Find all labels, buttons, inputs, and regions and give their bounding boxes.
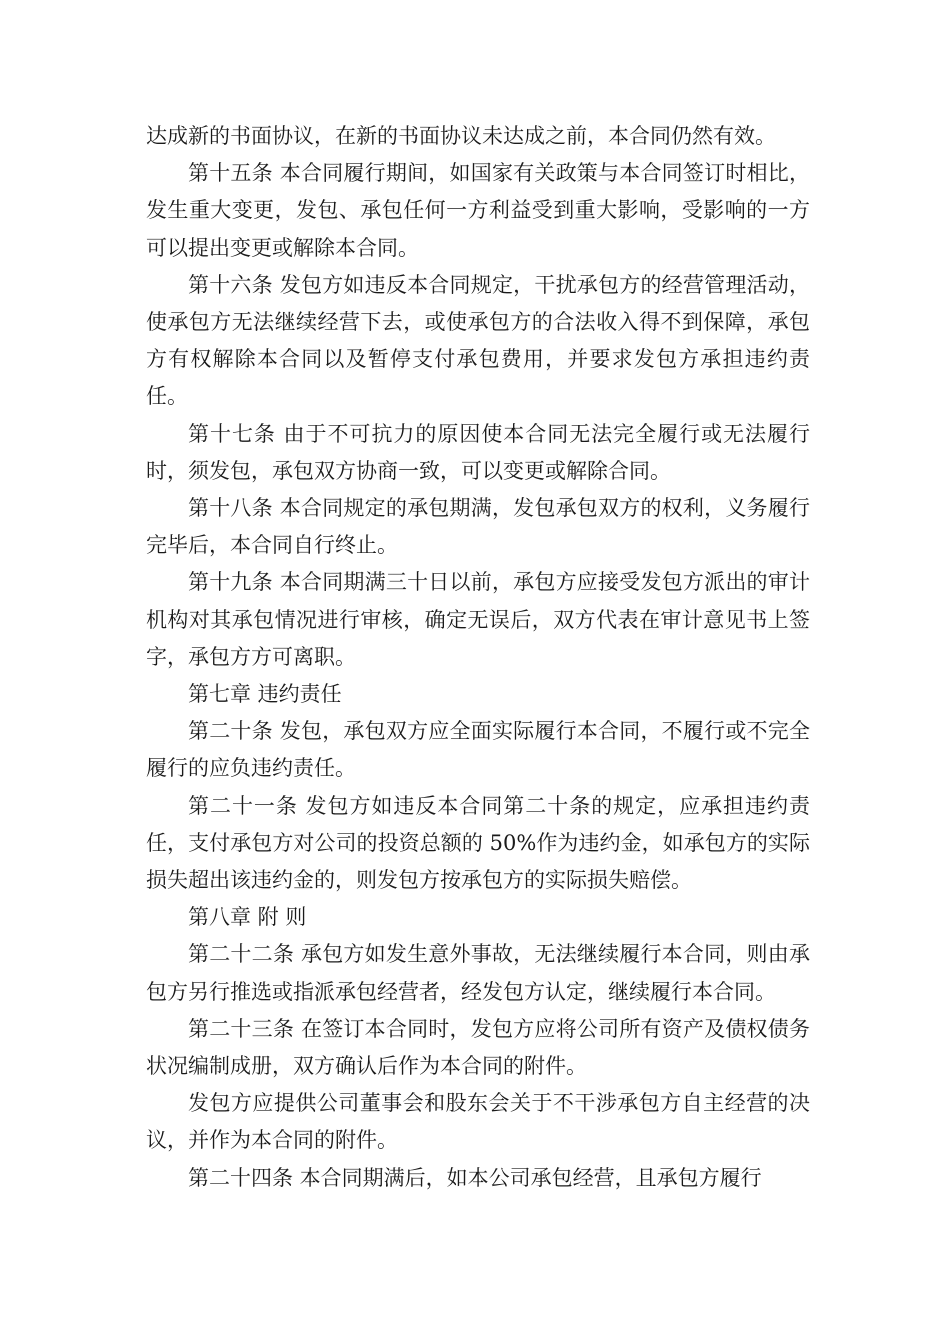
paragraph-article-22: 第二十二条 承包方如发生意外事故，无法继续履行本合同，则由承包方另行推选或指派承包经营者，经发包方认定，继续履行本合同。 <box>146 942 810 1004</box>
paragraph-article-18: 第十八条 本合同规定的承包期满，发包承包双方的权利，义务履行完毕后，本合同自行终止。 <box>146 496 810 558</box>
document-page <box>146 118 810 1197</box>
paragraph-article-16: 第十六条 发包方如违反本合同规定，干扰承包方的经营管理活动，使承包方无法继续经营下去，或使承包方的合法收入得不到保障，承包方有权解除本合同以及暂停支付承包费用，并要求发包方承担违约责任。 <box>146 272 810 409</box>
paragraph-article-15: 第十五条 本合同履行期间，如国家有关政策与本合同签订时相比，发生重大变更，发包、承包任何一方利益受到重大影响，受影响的一方可以提出变更或解除本合同。 <box>146 161 810 260</box>
chapter-heading-8: 第八章 附 则 <box>188 905 307 930</box>
paragraph-article-24: 第二十四条 本合同期满后，如本公司承包经营，且承包方履行 <box>188 1165 762 1190</box>
paragraph-article-20: 第二十条 发包，承包双方应全面实际履行本合同，不履行或不完全履行的应负违约责任。 <box>146 719 810 781</box>
paragraph-article-17: 第十七条 由于不可抗力的原因使本合同无法完全履行或无法履行时，须发包，承包双方协商一致，可以变更或解除合同。 <box>146 421 810 483</box>
chapter-heading-7: 第七章 违约责任 <box>188 682 342 707</box>
paragraph-continuation: 达成新的书面协议，在新的书面协议未达成之前，本合同仍然有效。 <box>146 124 776 148</box>
paragraph-article-23-supplement: 发包方应提供公司董事会和股东会关于不干涉承包方自主经营的决议，并作为本合同的附件。 <box>146 1091 810 1153</box>
paragraph-article-23: 第二十三条 在签订本合同时，发包方应将公司所有资产及债权债务状况编制成册，双方确认后作为本合同的附件。 <box>146 1016 810 1079</box>
paragraph-article-19: 第十九条 本合同期满三十日以前，承包方应接受发包方派出的审计机构对其承包情况进行审核，确定无误后，双方代表在审计意见书上签字，承包方方可离职。 <box>146 570 810 669</box>
paragraph-article-21: 第二十一条 发包方如违反本合同第二十条的规定，应承担违约责任，支付承包方对公司的投资总额的 50%作为违约金，如承包方的实际损失超出该违约金的，则发包方按承包方的实际损失赔偿。 <box>146 793 810 893</box>
